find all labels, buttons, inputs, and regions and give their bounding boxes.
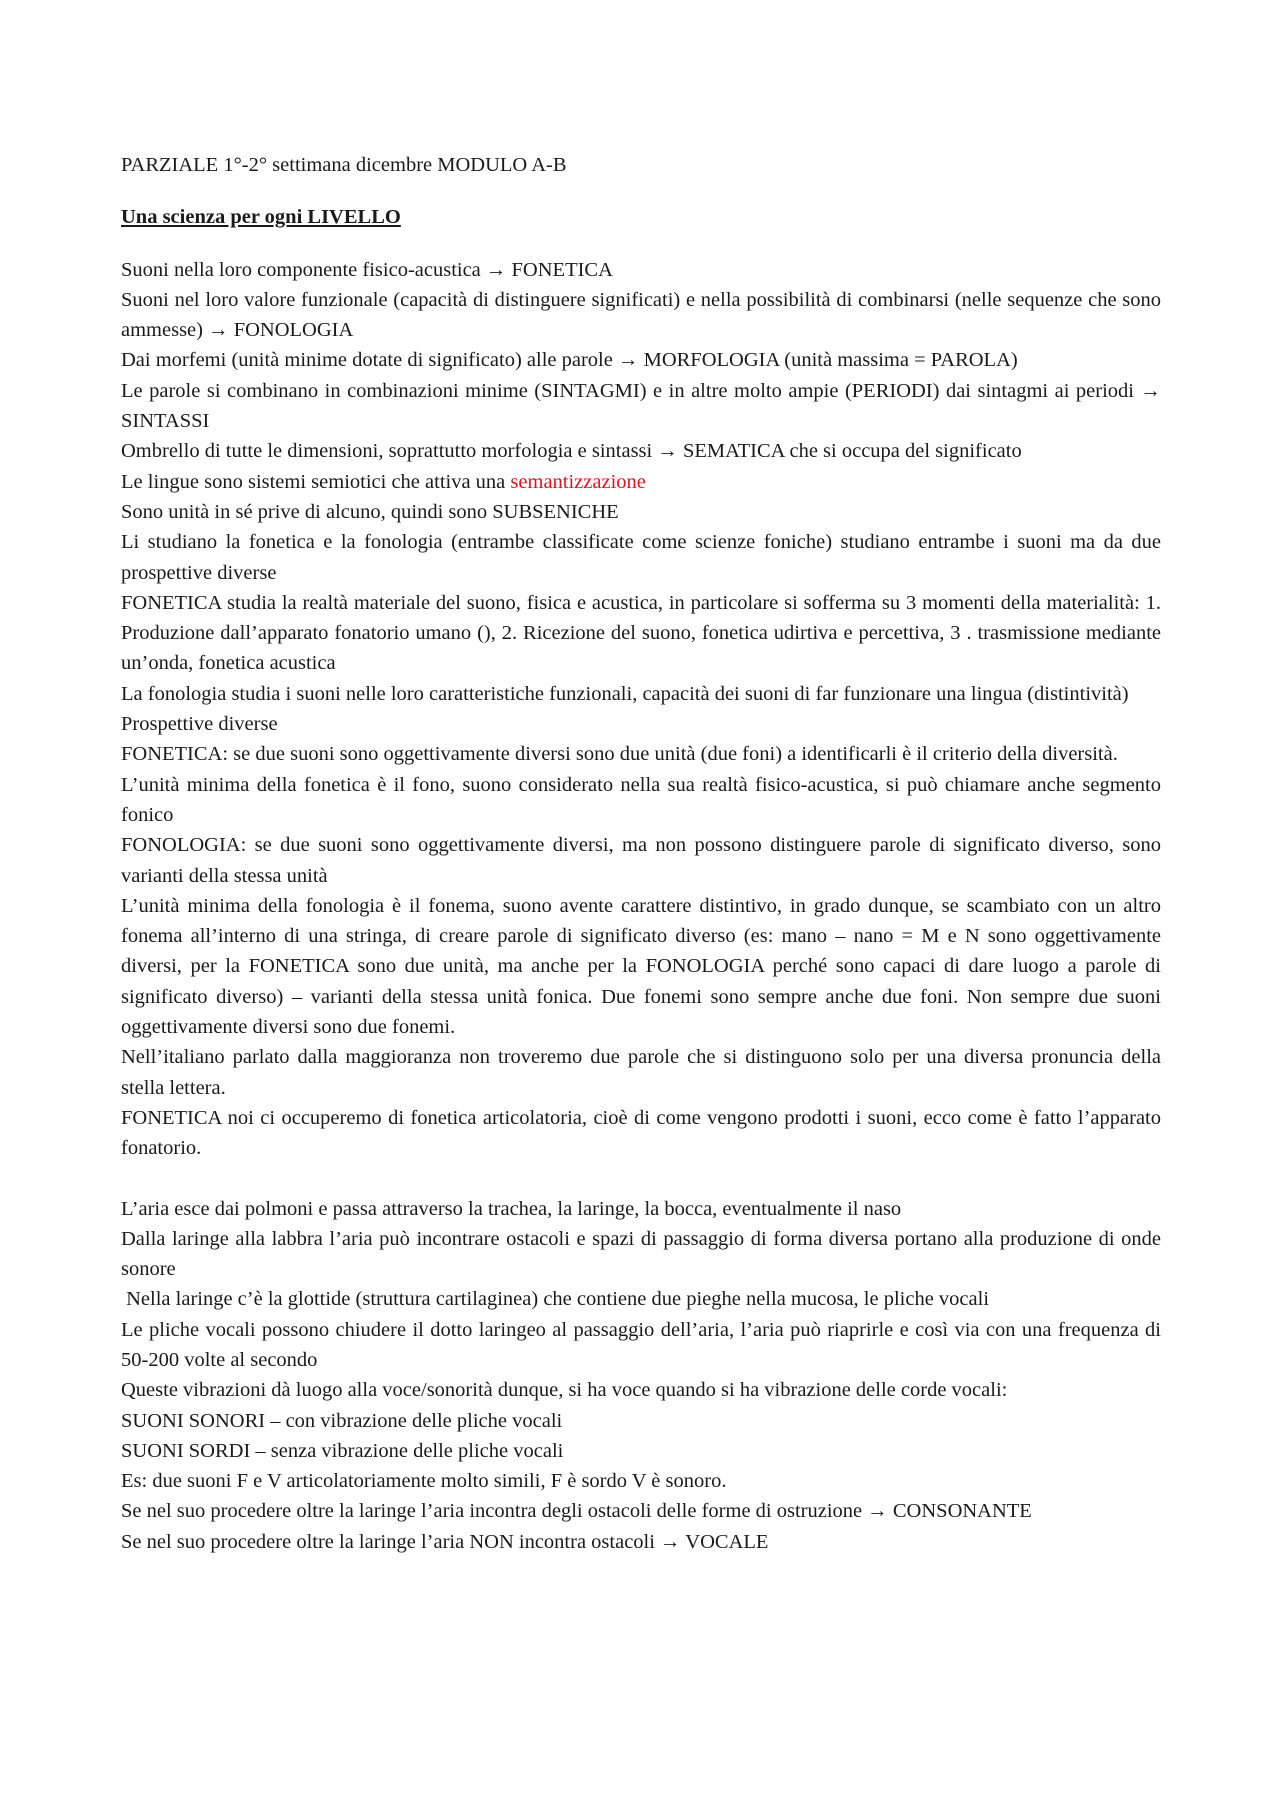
paragraph: FONETICA noi ci occuperemo di fonetica articolatoria, cioè di come vengono prodotti i suoni, ecco come è fatto l’apparato fonatorio. [121, 1106, 1161, 1160]
paragraph: Dalla laringe alla labbra l’aria può incontrare ostacoli e spazi di passaggio di forma diversa portano alla produzione di onde sonore [121, 1227, 1161, 1281]
semantizzazione-paragraph [121, 467, 1161, 497]
paragraph: Li studiano la fonetica e la fonologia (entrambe classificate come scienze foniche) studiano entrambe i suoni ma da due prospettive diverse [121, 531, 1161, 584]
paragraph: Suoni nel loro valore funzionale (capacità di distinguere significati) e nella possibilità di combinarsi (nelle sequenze che sono ammesse) → FONOLOGIA [121, 288, 1161, 342]
paragraph: L’unità minima della fonologia è il fonema, suono avente carattere distintivo, in grado dunque, se scambiato con un altro fonema all’interno di una stringa, di creare parole di significato diverso (es: mano – nano = M e N sono oggettivamente diversi, per la FONETICA sono due unità, ma anche per la FONOLOGIA perché sono capaci di dare luogo a parole di significato diverso) – varianti della stessa unità fonica. Due fonemi sono sempre anche due foni. Non sempre due suoni oggettivamente diversi sono due fonemi. [121, 894, 1161, 1039]
paragraph: Queste vibrazioni dà luogo alla voce/sonorità dunque, si ha voce quando si ha vibrazione delle corde vocali: [121, 1379, 1008, 1402]
section-title: Una scienza per ogni LIVELLO [121, 206, 401, 229]
paragraph: Dai morfemi (unità minime dotate di significato) alle parole → MORFOLOGIA (unità massima = PAROLA) [121, 349, 1018, 372]
paragraph: FONOLOGIA: se due suoni sono oggettivamente diversi, ma non possono distinguere parole di significato diverso, sono varianti della stessa unità [121, 834, 1161, 887]
paragraph: Se nel suo procedere oltre la laringe l’aria incontra degli ostacoli delle forme di ostruzione → CONSONANTE [121, 1500, 1032, 1523]
paragraph: Le pliche vocali possono chiudere il dotto laringeo al passaggio dell’aria, l’aria può riaprirle e così via con una frequenza di 50-200 volte al secondo [121, 1318, 1161, 1371]
document-header: PARZIALE 1°-2° settimana dicembre MODULO A-B [121, 154, 567, 176]
paragraph: Nell’italiano parlato dalla maggioranza non troveremo due parole che si distinguono solo per una diversa pronuncia della stella lettera. [121, 1046, 1161, 1099]
paragraph: Sono unità in sé prive di alcuno, quindi sono SUBSENICHE [121, 500, 619, 523]
paragraph: Suoni nella loro componente fisico-acustica → FONETICA [121, 258, 613, 281]
paragraph: Ombrello di tutte le dimensioni, soprattutto morfologia e sintassi → SEMATICA che si occupa del significato [121, 440, 1022, 463]
paragraph-gap [121, 1164, 1161, 1194]
paragraph-text: Le lingue sono sistemi semiotici che attiva una [121, 470, 511, 493]
highlighted-term: semantizzazione [510, 470, 646, 493]
document-body [121, 150, 1161, 1557]
paragraph: FONETICA: se due suoni sono oggettivamente diversi sono due unità (due foni) a identificarli è il criterio della diversità. [121, 743, 1118, 766]
paragraph: Se nel suo procedere oltre la laringe l’aria NON incontra ostacoli → VOCALE [121, 1530, 769, 1553]
paragraph: SUONI SONORI – con vibrazione delle pliche vocali [121, 1409, 563, 1432]
paragraph: La fonologia studia i suoni nelle loro caratteristiche funzionali, capacità dei suoni di far funzionare una lingua (distintività) [121, 682, 1129, 705]
paragraph: Nella laringe c’è la glottide (struttura cartilaginea) che contiene due pieghe nella mucosa, le pliche vocali [121, 1288, 990, 1311]
paragraph: Prospettive diverse [121, 713, 278, 736]
paragraph: FONETICA studia la realtà materiale del suono, fisica e acustica, in particolare si sofferma su 3 momenti della materialità: 1. Produzione dall’apparato fonatorio umano (), 2. Ricezione del suono, fonetica udirtiva e percettiva, 3 . trasmissione mediante un’onda, fonetica acustica [121, 591, 1161, 675]
paragraph: SUONI SORDI – senza vibrazione delle pliche vocali [121, 1439, 564, 1462]
paragraph: L’unità minima della fonetica è il fono, suono considerato nella sua realtà fisico-acustica, si può chiamare anche segmento fonico [121, 773, 1161, 826]
paragraph: Le parole si combinano in combinazioni minime (SINTAGMI) e in altre molto ampie (PERIODI) dai sintagmi ai periodi → SINTASSI [121, 379, 1161, 433]
paragraph: Es: due suoni F e V articolatoriamente molto simili, F è sordo V è sonoro. [121, 1470, 727, 1493]
paragraph: L’aria esce dai polmoni e passa attraverso la trachea, la laringe, la bocca, eventualmente il naso [121, 1197, 902, 1220]
